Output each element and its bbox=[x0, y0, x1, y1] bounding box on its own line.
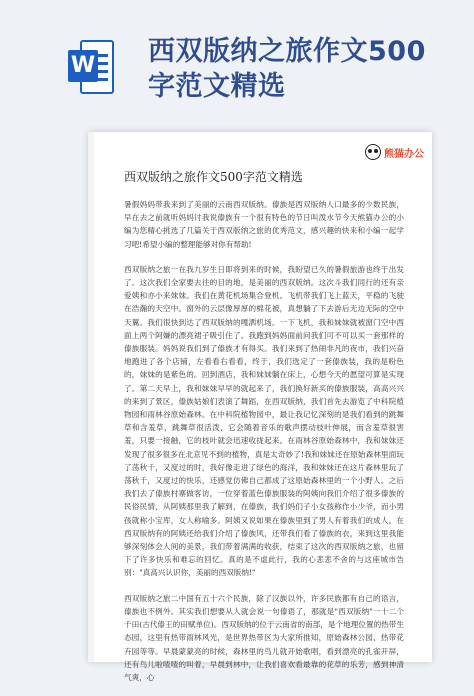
logo-text: 熊猫办公 bbox=[384, 148, 424, 160]
banner-title: 西双版纳之旅作文500字范文精选 bbox=[148, 36, 426, 102]
panda-icon bbox=[365, 144, 381, 160]
document-body bbox=[124, 198, 404, 696]
paragraph-2: 西双版纳之旅一在我九岁生日即将到来的时候，我盼望已久的暑假旅游也终于出发了。这次我们全家要去往的目的地，是美丽的西双版纳。这次斗我们同行的还有亲爱姨和亦小来妹妹。我们在黄花机场集合登机。飞机带我们飞上蓝天，平稳的飞驶在浩瀚的天空中。窗外的云层像厚厚的棉花被，真想躺了下去游后无边无际的空中天翼。我们很快到达了西双版纳的嘎洒机场。一下飞机，我和妹妹就被窗门空中西面上两个阿嫌的漂亮裙子吸引住了。我跑到妈妈面前问我们可不可以买一套那样的傣族服装。妈妈说我们到了傣族才有得买。我们来到了热闹非凡的夜市，我们兴奋地跑进了各个店铺，左看看右看看，终于，我们选定了一套傣族装，我的是粉色的，妹妹的是紫色的。回到酒店，我和妹妹躺在床上，心想今天的愿望可算是实现了。第二天早上，我和妹妹早早的就起来了，我们换好新买的傣族服装，高高兴兴的来到了景区，傣族姑娘们表演了舞蹈，在西双版纳，我们首先去游览了中科院植物园和雨林谷原始森林。在中科院植物园中，最让我记忆深刻的是我们看到的跳舞草和含羞草，跳舞草很活泼，它会随着音乐的歌声摆动枝叶伸展，而含羞草很害羞，只要一接触，它的枝叶就会迅速收拢起来。在雨林谷原始森林中，我和妹妹还发现了很多很多在北京见不到的植物，真是太奇妙了!我和妹妹还在原始森林里面玩了荡秋千，又度过的时，我好像走进了绿色的海洋，我和妹妹还在这片森林里玩了荡秋千，又度过的快乐，还感觉仿佛自己都成了这原始森林里的一个小野人。之后我们去了傣族村寨做客访，一位穿着蓝色傣族服装的阿姨向我们介绍了很多傣族的民俗民情，从阿姨那里我了解到，在傣族，我们妈们子小女孩称作小少爷，而小男孩就称小宝库，女人称喻多。阿姨又说如果在傣族里到了男人有着我们的成人。在西双版纳有的阿姨还给我们介绍了傣族风，还带我们看了傣族的衣，来到这里我能够深刻体会人间的美景，我们带着满满的收获，结束了这次的西双版纳之旅，也留下了许多快乐和难忘的回忆。真的是不虚此行，我的心悲悲不舍的与这座城市告别："真高兴认识你，美丽的西双版纳!" bbox=[124, 264, 404, 578]
document-page bbox=[88, 132, 432, 682]
word-letter: W bbox=[68, 50, 98, 82]
header-banner bbox=[0, 0, 474, 120]
document-title: 西双版纳之旅作文500字范文精选 bbox=[124, 170, 303, 184]
paragraph-1: 暑假妈妈带我来到了美丽的云南西双版纳。傣族是西双版纳人口最多的少数民族，早在去之前就听妈妈讨我说傣族有一个很有特色的节日叫泼水节今天熊猫办公的小编为您精心挑选了几篇关于西双版纳之旅的优秀范文，感兴趣的快来和小编一起学习吧!希望小编的整理能够对你有帮助! bbox=[124, 200, 404, 249]
word-document-icon bbox=[68, 40, 114, 94]
brand-logo bbox=[365, 142, 424, 162]
page-edge bbox=[88, 132, 94, 662]
paragraph-3: 西双版纳之旅二中国有五十六个民族，除了汉族以外，许多民族都有自己的语言，傣族也不例外。其实我们想要从人就会说一句傣语了，那就是"西双版纳"一十二个千田(古代傣王的田赋单位)。西双版纳的位于云南省的南部，是个地理位置的热带生态园，这里有热带雨林风光，是世界热带区为大家所推知，原始森林公园、热带花卉园等等。早晨蒙蒙亮的时候，森林里的鸟儿就开始歌唱，看到漂亮的孔雀开屏，还有鸟儿啦喳喳的叫着，早晨到林中，让我们喜欢看最靠的花草的乐芳，感到神清气爽，心 bbox=[124, 593, 404, 682]
